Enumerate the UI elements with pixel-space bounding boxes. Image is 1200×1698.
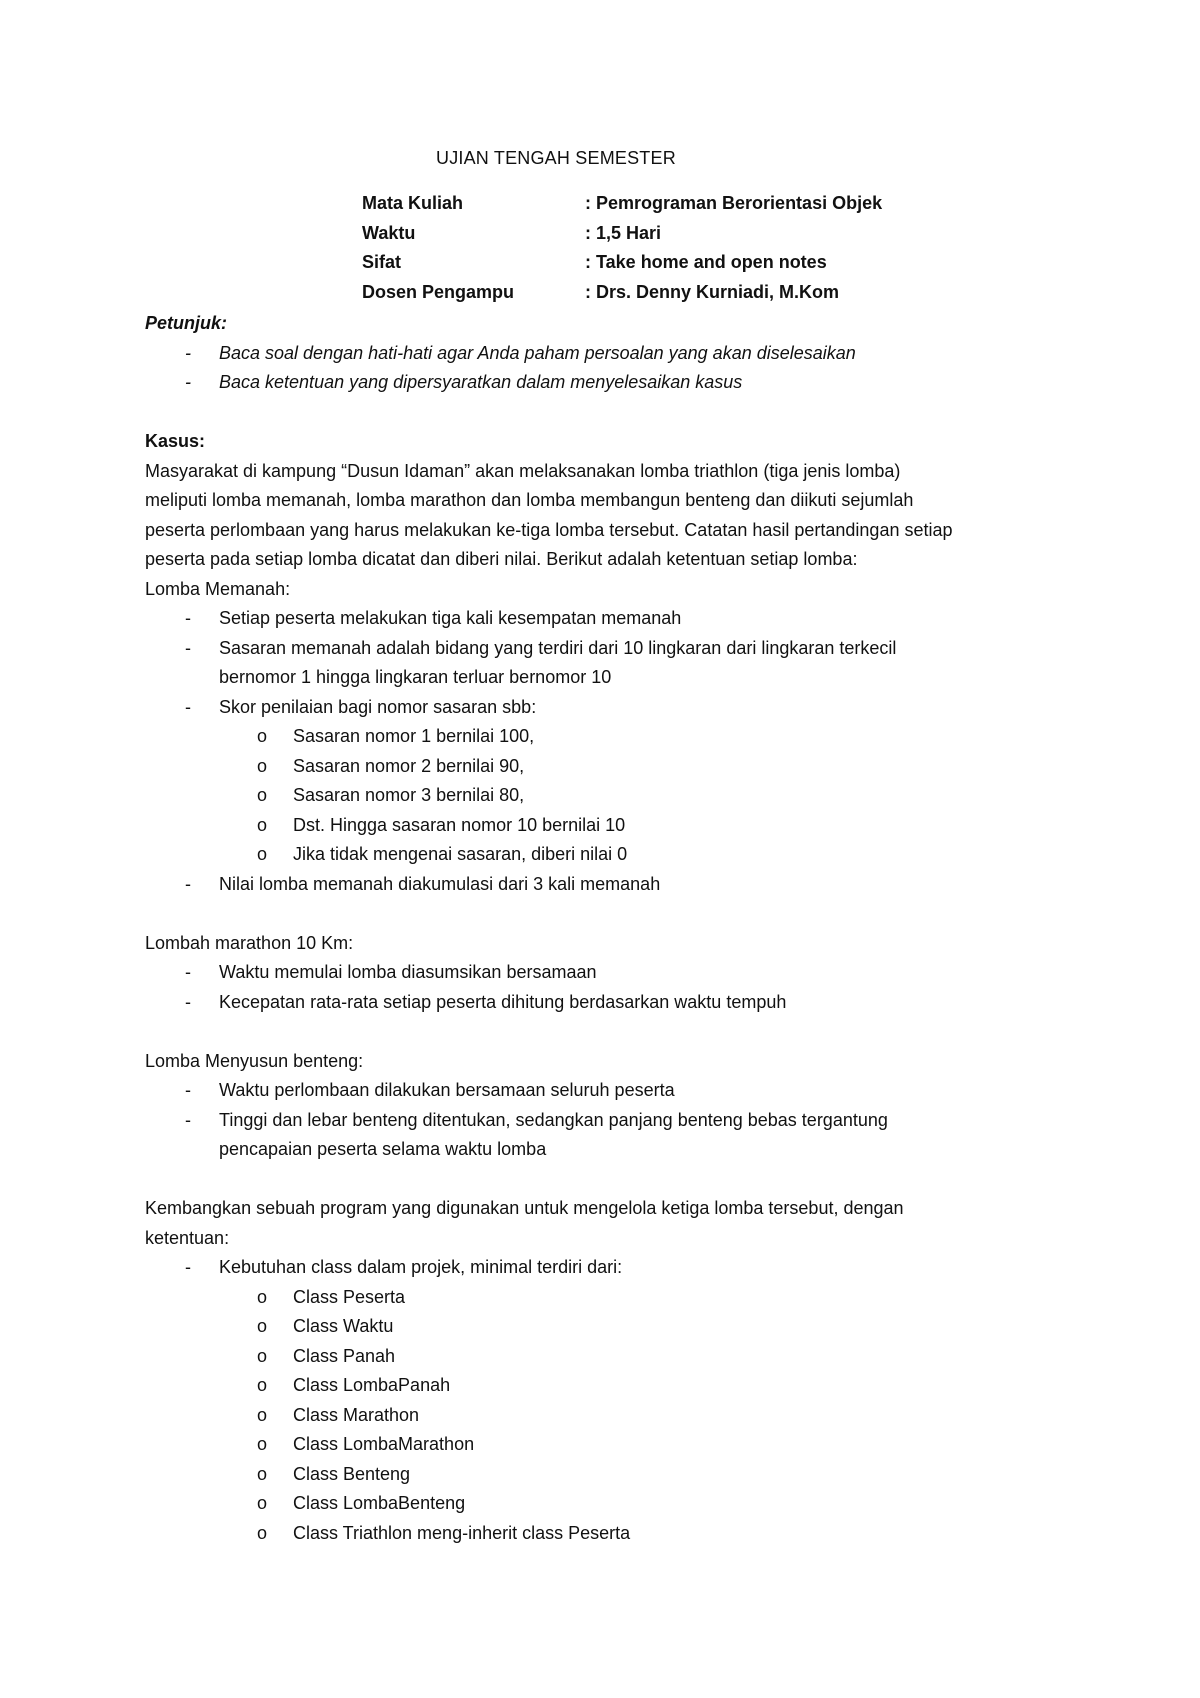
sub-list-item-text: Dst. Hingga sasaran nomor 10 bernilai 10: [293, 814, 626, 835]
spacer: [145, 398, 1045, 428]
list-item: [145, 870, 1045, 900]
list-item: [145, 634, 1045, 664]
sub-list-item: [145, 1312, 1045, 1342]
dash-bullet: -: [185, 342, 191, 363]
program-paragraph-line: ketentuan:: [145, 1227, 230, 1248]
meta-label: Dosen Pengampu: [362, 281, 515, 302]
sub-list-item: [145, 1430, 1045, 1460]
circle-bullet: o: [257, 726, 268, 746]
exam-meta-table: [362, 193, 1062, 311]
page-title: UJIAN TENGAH SEMESTER: [436, 148, 676, 168]
list-item: [145, 339, 1045, 369]
spacer: [145, 899, 1045, 929]
spacer: [145, 1017, 1045, 1047]
list-item: [145, 1076, 1045, 1106]
list-item-text: Kecepatan rata-rata setiap peserta dihitung berdasarkan waktu tempuh: [219, 991, 787, 1012]
list-item-text: Baca ketentuan yang dipersyaratkan dalam menyelesaikan kasus: [219, 372, 743, 392]
list-item-text: Waktu perlombaan dilakukan bersamaan seluruh peserta: [219, 1080, 675, 1100]
list-item-text: Kebutuhan class dalam projek, minimal terdiri dari:: [219, 1257, 623, 1277]
meta-value: : Pemrograman Berorientasi Objek: [585, 193, 883, 213]
circle-bullet: o: [257, 1375, 268, 1395]
circle-bullet: o: [257, 1404, 268, 1425]
sub-list-item-text: Class LombaBenteng: [293, 1493, 466, 1513]
sub-list-item-text: Class Waktu: [293, 1316, 394, 1336]
circle-bullet: o: [257, 1286, 268, 1307]
sub-list-item-text: Class Benteng: [293, 1463, 411, 1484]
case-paragraph-line: Masyarakat di kampung “Dusun Idaman” akan melaksanakan lomba triathlon (tiga jenis lomba): [145, 460, 901, 481]
circle-bullet: o: [257, 785, 268, 805]
document-body: [145, 309, 1045, 1548]
meta-label: Mata Kuliah: [362, 193, 464, 213]
sub-list-item: [145, 1460, 1045, 1490]
list-item: [145, 1106, 1045, 1136]
list-item: [145, 604, 1045, 634]
sub-list-item-text: Class LombaPanah: [293, 1375, 451, 1395]
list-item: [145, 368, 1045, 398]
dash-bullet: -: [185, 696, 191, 717]
sub-list-item: [145, 1283, 1045, 1313]
list-item-continuation: bernomor 1 hingga lingkaran terluar bernomor 10: [219, 667, 612, 687]
dash-bullet: -: [185, 1257, 191, 1277]
meta-row-course: [362, 193, 1062, 223]
dash-bullet: -: [185, 637, 191, 658]
case-heading: Kasus:: [145, 431, 206, 451]
sub-list-item: [145, 1401, 1045, 1431]
list-item-text: Baca soal dengan hati-hati agar Anda paham persoalan yang akan diselesaikan: [219, 342, 856, 363]
list-item-text: Nilai lomba memanah diakumulasi dari 3 kali memanah: [219, 873, 661, 894]
sub-list-item: [145, 1489, 1045, 1519]
sub-list-item-text: Class Panah: [293, 1345, 396, 1366]
sub-list-item: [145, 752, 1045, 782]
meta-value: : Take home and open notes: [585, 252, 827, 272]
sub-list-item-text: Class LombaMarathon: [293, 1434, 475, 1454]
sub-list-item-text: Sasaran nomor 3 bernilai 80,: [293, 785, 525, 805]
sub-list-item: [145, 722, 1045, 752]
dash-bullet: -: [185, 1080, 191, 1100]
case-paragraph-line: peserta perlombaan yang harus melakukan ke-tiga lomba tersebut. Catatan hasil pertandingan setiap: [145, 519, 953, 540]
sub-list-item: [145, 781, 1045, 811]
sub-list-item-text: Class Triathlon meng-inherit class Peserta: [293, 1522, 631, 1543]
meta-row-time: [362, 223, 1062, 253]
circle-bullet: o: [257, 1522, 268, 1543]
dash-bullet: -: [185, 873, 191, 894]
spacer: [145, 1165, 1045, 1195]
meta-value: : Drs. Denny Kurniadi, M.Kom: [585, 281, 840, 302]
list-item-text: Skor penilaian bagi nomor sasaran sbb:: [219, 696, 537, 717]
sub-list-item: [145, 811, 1045, 841]
dash-bullet: -: [185, 372, 191, 392]
dash-bullet: -: [185, 962, 191, 982]
fortress-heading: Lomba Menyusun benteng:: [145, 1050, 364, 1071]
circle-bullet: o: [257, 1434, 268, 1454]
meta-row-nature: [362, 252, 1062, 282]
list-item-text: Setiap peserta melakukan tiga kali kesempatan memanah: [219, 608, 682, 628]
sub-list-item: [145, 1371, 1045, 1401]
circle-bullet: o: [257, 844, 268, 864]
list-item: [145, 958, 1045, 988]
meta-value: : 1,5 Hari: [585, 222, 662, 243]
sub-list-item: [145, 840, 1045, 870]
dash-bullet: -: [185, 1109, 191, 1130]
sub-list-item-text: Class Peserta: [293, 1286, 406, 1307]
list-item-text: Tinggi dan lebar benteng ditentukan, sedangkan panjang benteng bebas tergantung: [219, 1109, 888, 1130]
list-item: [145, 693, 1045, 723]
sub-list-item-text: Class Marathon: [293, 1404, 420, 1425]
circle-bullet: o: [257, 1493, 268, 1513]
case-paragraph-line: meliputi lomba memanah, lomba marathon dan lomba membangun benteng dan diikuti sejumlah: [145, 490, 914, 510]
sub-list-item-text: Jika tidak mengenai sasaran, diberi nilai 0: [293, 844, 628, 864]
list-item-continuation: pencapaian peserta selama waktu lomba: [219, 1139, 547, 1159]
circle-bullet: o: [257, 1463, 268, 1484]
case-paragraph-line: peserta pada setiap lomba dicatat dan diberi nilai. Berikut adalah ketentuan setiap lomba:: [145, 549, 858, 569]
sub-list-item-text: Sasaran nomor 2 bernilai 90,: [293, 755, 525, 776]
list-item: [145, 988, 1045, 1018]
circle-bullet: o: [257, 1345, 268, 1366]
list-item-text: Waktu memulai lomba diasumsikan bersamaan: [219, 962, 597, 982]
instructions-heading: Petunjuk:: [145, 313, 228, 333]
meta-row-lecturer: [362, 282, 1062, 312]
dash-bullet: -: [185, 608, 191, 628]
meta-label: Waktu: [362, 222, 416, 243]
sub-list-item: [145, 1342, 1045, 1372]
dash-bullet: -: [185, 991, 191, 1012]
sub-list-item-text: Sasaran nomor 1 bernilai 100,: [293, 726, 535, 746]
list-item: [145, 1253, 1045, 1283]
circle-bullet: o: [257, 1316, 268, 1336]
sub-list-item: [145, 1519, 1045, 1549]
meta-label: Sifat: [362, 252, 402, 272]
circle-bullet: o: [257, 814, 268, 835]
circle-bullet: o: [257, 755, 268, 776]
marathon-heading: Lombah marathon 10 Km:: [145, 932, 354, 953]
program-paragraph-line: Kembangkan sebuah program yang digunakan untuk mengelola ketiga lomba tersebut, dengan: [145, 1198, 904, 1218]
list-item-text: Sasaran memanah adalah bidang yang terdiri dari 10 lingkaran dari lingkaran terkecil: [219, 637, 897, 658]
archery-heading: Lomba Memanah:: [145, 578, 291, 599]
